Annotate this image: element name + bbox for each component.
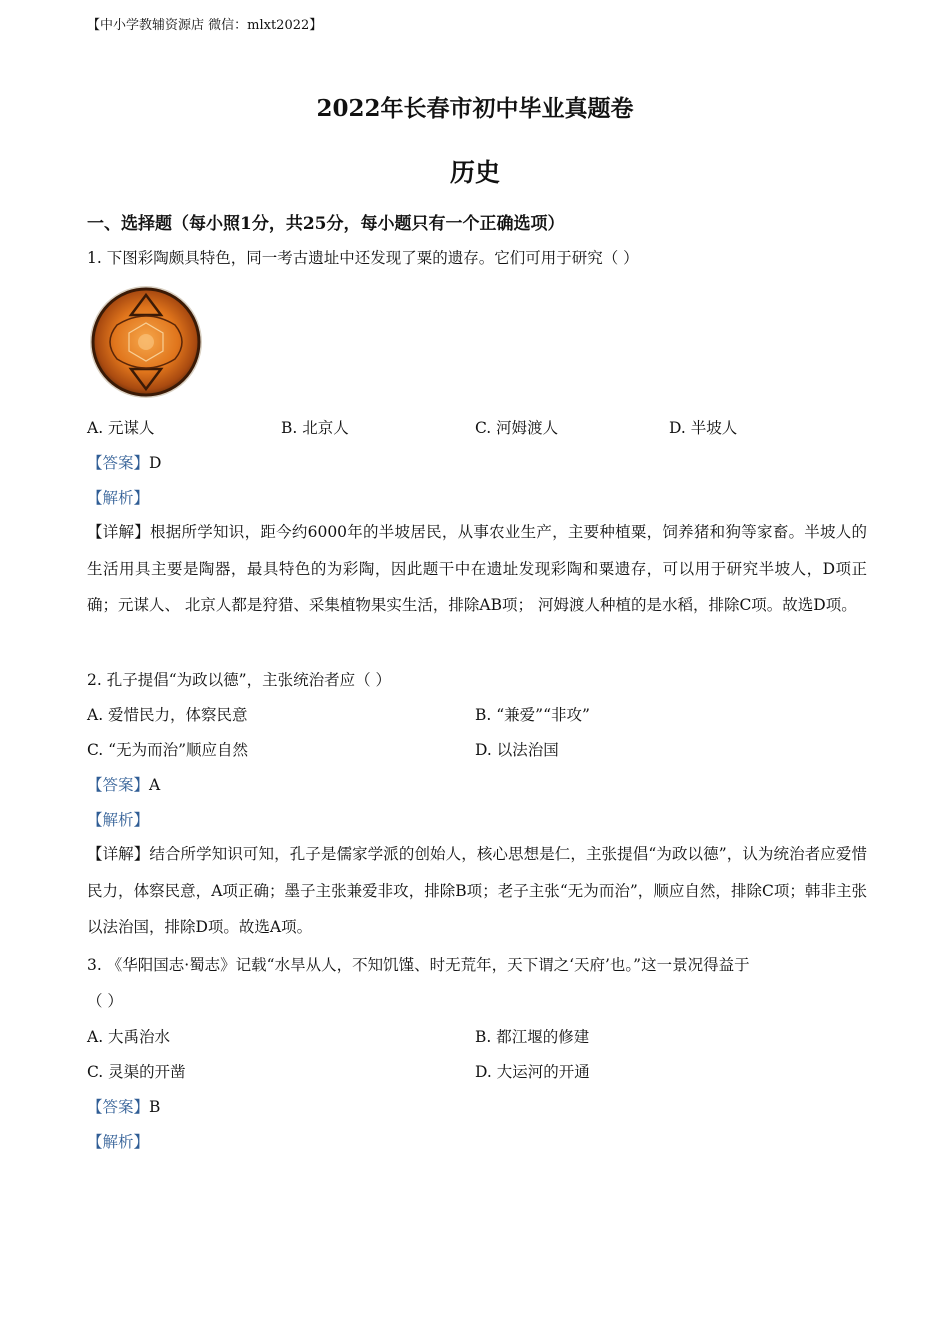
q1-detail (87, 514, 867, 624)
q2-option-c: C. “无为而治”顺应自然 (87, 741, 249, 759)
q2-answer (87, 773, 160, 795)
q1-analysis-tag: 【解析】 (87, 489, 150, 507)
answer-tag: 【答案】 (87, 454, 150, 472)
painted-pottery-bowl-image (89, 285, 203, 399)
q2-option-a: A. 爱惜民力，体察民意 (87, 706, 248, 724)
q3-option-b: B. 都江堰的修建 (475, 1028, 590, 1046)
page-title: 2022年长春市初中毕业真题卷 (316, 95, 634, 122)
q1-answer-value: D (149, 454, 162, 472)
q1-option-a: A. 元谋人 (87, 419, 155, 437)
header-note: 【中小学教辅资源店 微信：mlxt2022】 (87, 18, 323, 33)
q2-option-b: B. “兼爱”“非攻” (475, 706, 590, 724)
answer-tag: 【答案】 (87, 776, 150, 794)
q2-analysis-tag: 【解析】 (87, 811, 150, 829)
q2-detail-text: 结合所学知识可知，孔子是儒家学派的创始人，核心思想是仁，主张提倡“为政以德”，认为统治者应爱惜民力，体察民意，A项正确；墨子主张兼爱非攻，排除B项；老子主张“无为而治”，顺应自然，排除C项；韩非主张以法治国，排除D项。故选A项。 (87, 845, 867, 936)
answer-tag: 【答案】 (87, 1098, 150, 1116)
q1-answer (87, 451, 161, 473)
q1-stem: 1. 下图彩陶颇具特色，同一考古遗址中还发现了粟的遗存。它们可用于研究（ ） (87, 249, 639, 267)
section-heading: 一、选择题（每小照1分，共25分，每小题只有一个正确选项） (87, 214, 565, 234)
q1-detail-text: 根据所学知识，距今约6000年的半坡居民，从事农业生产，主要种植粟，饲养猪和狗等家畜。半坡人的生活用具主要是陶器，最具特色的为彩陶，因此题干中在遗址发现彩陶和粟遗存，可以用于研究半坡人，D项正确；元谋人、 北京人都是狩猎、采集植物果实生活，排除AB项； 河姆渡人种植的是水稻，排除C项。故选D项。 (87, 523, 867, 614)
q3-option-c: C. 灵渠的开凿 (87, 1063, 186, 1081)
q2-option-d: D. 以法治国 (475, 741, 559, 759)
q3-analysis-tag: 【解析】 (87, 1133, 150, 1151)
q1-option-c: C. 河姆渡人 (475, 419, 559, 437)
q3-answer-value: B (149, 1098, 161, 1116)
q3-option-d: D. 大运河的开通 (475, 1063, 590, 1081)
q3-option-a: A. 大禹治水 (87, 1028, 171, 1046)
q2-detail (87, 836, 867, 946)
detail-tag: 【详解】 (87, 845, 150, 863)
q1-option-b: B. 北京人 (281, 419, 349, 437)
page-subtitle: 历史 (449, 158, 500, 187)
q1-option-d: D. 半坡人 (669, 419, 738, 437)
q2-answer-value: A (149, 776, 161, 794)
q2-stem: 2. 孔子提倡“为政以德”，主张统治者应（ ） (87, 671, 391, 689)
q3-stem-line-1: 3. 《华阳国志·蜀志》记载“水旱从人，不知饥馑、时无荒年，天下谓之‘天府’也。”这一景况得益于 (87, 956, 750, 974)
q3-answer (87, 1095, 160, 1117)
detail-tag: 【详解】 (87, 523, 151, 541)
q3-stem-line-2: （ ） (87, 992, 123, 1010)
